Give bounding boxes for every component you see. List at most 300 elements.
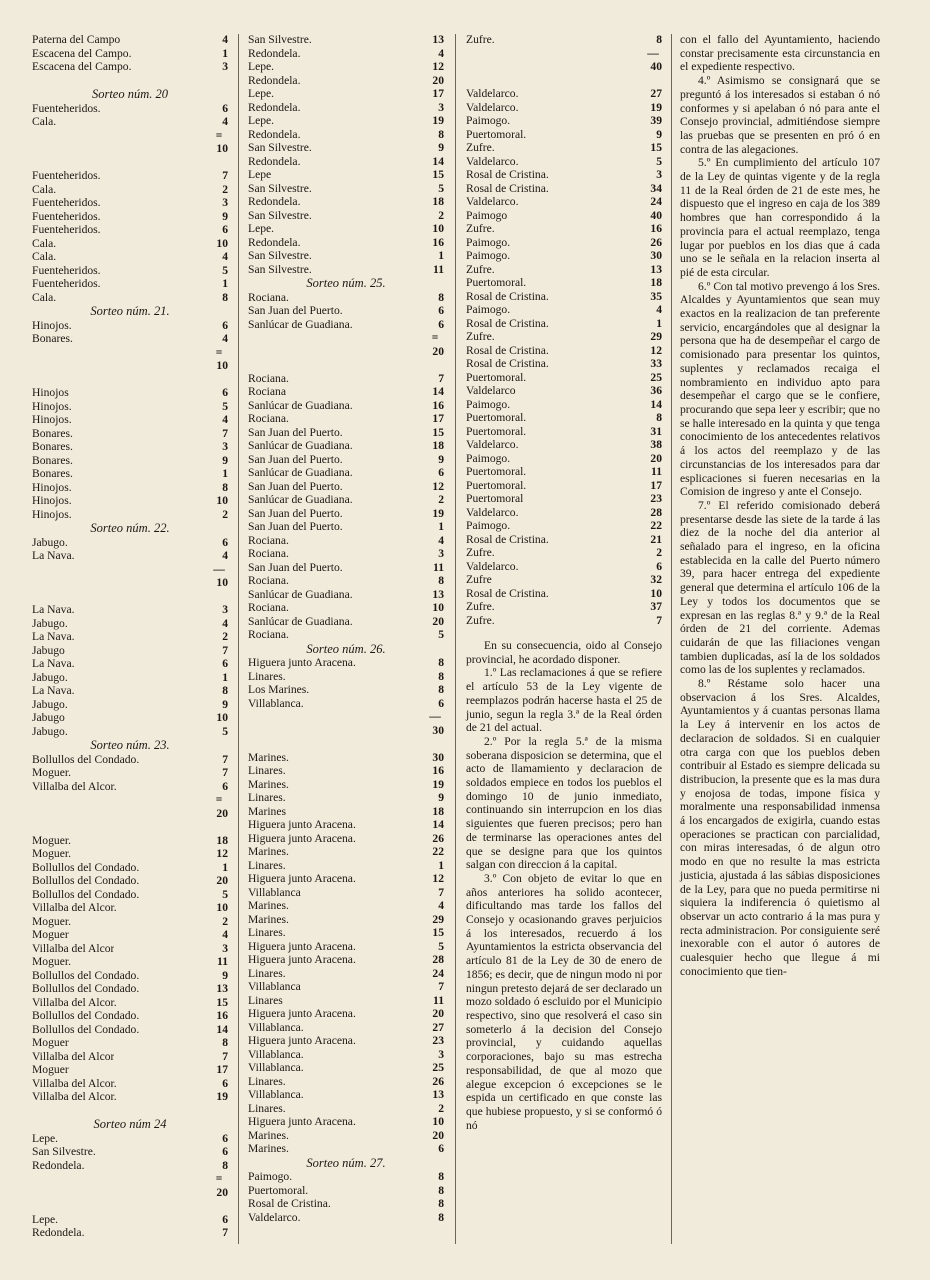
table-row xyxy=(32,915,228,929)
table-row xyxy=(32,427,228,441)
table-row xyxy=(32,955,228,969)
town-name: Valdelarco. xyxy=(466,154,519,168)
table-row xyxy=(466,344,662,358)
town-name: Paimogo. xyxy=(466,303,511,316)
quota-number: 9 xyxy=(438,141,444,154)
sorteo-heading: Sorteo núm 24 xyxy=(93,1117,167,1131)
quota-number: 31 xyxy=(650,424,662,438)
quota-number: 19 xyxy=(432,777,444,791)
table-row xyxy=(466,195,662,209)
town-name: Marines. xyxy=(248,899,289,912)
spacer xyxy=(32,156,228,170)
town-name: Villalba del Alcor. xyxy=(32,1076,117,1090)
table-row xyxy=(466,438,662,452)
town-name: Jabugo. xyxy=(32,697,68,711)
quota-number: 7 xyxy=(222,752,228,766)
town-name: Zufre xyxy=(466,573,492,586)
column-divider xyxy=(455,34,456,1244)
sum-rule-mark: = xyxy=(215,128,223,142)
table-row xyxy=(248,1034,444,1048)
quota-number: 9 xyxy=(222,453,228,467)
town-name: Rociana. xyxy=(248,574,289,587)
table-row xyxy=(32,617,228,631)
quota-number: 3 xyxy=(222,440,228,453)
town-name: Redondela. xyxy=(248,235,301,249)
quota-number: 3 xyxy=(222,603,228,616)
table-row xyxy=(466,317,662,331)
quota-number: 13 xyxy=(432,1088,444,1101)
prose-block xyxy=(466,639,662,1132)
town-name: Rosal de Cristina. xyxy=(466,532,549,546)
town-name: Redondela. xyxy=(248,46,301,60)
town-name: Bollullos del Condado. xyxy=(32,752,140,766)
town-name: Rosal de Cristina. xyxy=(466,316,549,330)
table-row xyxy=(32,766,228,780)
table-row xyxy=(248,994,444,1008)
table-row xyxy=(248,195,444,209)
table-row xyxy=(248,87,444,101)
table-row xyxy=(466,357,662,371)
quota-number: 8 xyxy=(222,480,228,494)
table-row xyxy=(248,141,444,155)
town-name: Moguer. xyxy=(32,847,71,860)
town-name: Jabugo xyxy=(32,711,65,724)
table-row xyxy=(248,1197,444,1211)
table-row xyxy=(248,1061,444,1075)
table-row xyxy=(466,506,662,520)
column-1 xyxy=(32,33,228,1240)
town-name: Valdelarco. xyxy=(466,438,519,451)
paragraph: 3.º Con objeto de evitar lo que en años anteriores ha solido acontecer, dificultando mas tarde los fallos del Consejo y ocasionando graves perjuicios á los interesados, recuerdo á los Ayuntamientos la estricta observancia del artículo 81 de la Ley de 30 de enero de 1856; es decir, que de ningun modo ni por ningun pretesto dejará de ser declarado un mozo soldado ó escluido por el Municipio respectivo, sino que resolverá el caso sin someterlo á la decision del Consejo provincial, y cuidando aquellas corporaciones, bajo su mas estrecha responsabilidad, de que al mozo que alegue excepcion ó excepciones se le espida un certificado en que conste las que hubiese propuesto, y si se conformó ó nó xyxy=(466,871,662,1132)
sum-rule xyxy=(32,1172,228,1186)
town-name: San Silvestre. xyxy=(248,181,312,195)
town-name: Puertomoral. xyxy=(466,276,527,289)
quota-number: 3 xyxy=(656,168,662,181)
town-name: Villalba del Alcor. xyxy=(32,995,117,1009)
town-name: Rosal de Cristina. xyxy=(466,168,549,181)
table-row xyxy=(466,330,662,344)
table-row xyxy=(248,534,444,548)
table-row xyxy=(32,210,228,224)
table-row xyxy=(32,1063,228,1077)
quota-number: 19 xyxy=(216,1090,228,1103)
quota-number: 21 xyxy=(650,532,662,546)
table-row xyxy=(32,874,228,888)
town-name: Valdelarco xyxy=(466,384,516,397)
town-name: Higuera junto Aracena. xyxy=(248,1034,356,1047)
table-row xyxy=(466,452,662,466)
quota-number: 8 xyxy=(438,574,444,587)
quota-number: 10 xyxy=(432,1115,444,1128)
table-row xyxy=(466,492,662,506)
quota-number: 27 xyxy=(432,1020,444,1034)
town-name: San Silvestre. xyxy=(248,208,312,222)
town-name: Bollullos del Condado. xyxy=(32,887,140,901)
quota-number: 4 xyxy=(222,413,228,426)
quota-number: 6 xyxy=(438,696,444,710)
quota-number: 4 xyxy=(222,616,228,630)
quota-number: 15 xyxy=(432,926,444,939)
town-name: Puertomoral. xyxy=(248,1183,309,1197)
table-row xyxy=(32,250,228,264)
town-name: San Silvestre. xyxy=(32,1145,96,1158)
town-name: Rociana. xyxy=(248,290,289,304)
town-name: Bonares. xyxy=(32,426,73,440)
spacer xyxy=(32,373,228,387)
table-row xyxy=(32,494,228,508)
quota-number: 5 xyxy=(222,399,228,413)
table-row xyxy=(248,980,444,994)
town-name: Paimogo. xyxy=(466,519,511,532)
quota-number: 14 xyxy=(650,397,662,411)
town-name: Valdelarco. xyxy=(466,559,519,573)
sum-total: 40 xyxy=(650,60,662,73)
sum-total: 20 xyxy=(216,1185,228,1199)
sum-rule xyxy=(32,793,228,807)
town-name: Paimogo. xyxy=(466,114,511,127)
quota-number: 17 xyxy=(650,478,662,492)
town-name: Zufre. xyxy=(466,141,495,154)
spacer xyxy=(32,590,228,604)
table-row xyxy=(32,644,228,658)
town-name: Valdelarco. xyxy=(466,195,519,208)
quota-number: 7 xyxy=(222,1226,228,1239)
town-name: Redondela. xyxy=(248,100,301,114)
table-row xyxy=(32,1009,228,1023)
table-row xyxy=(466,141,662,155)
table-row xyxy=(248,128,444,142)
table-row xyxy=(248,547,444,561)
quota-number: 6 xyxy=(222,657,228,670)
quota-number: 36 xyxy=(650,384,662,397)
town-name: Zufre. xyxy=(466,613,495,627)
sum-total: 20 xyxy=(432,344,444,358)
quota-number: 14 xyxy=(432,154,444,168)
town-name: Hinojos. xyxy=(32,399,72,413)
town-name: Rociana. xyxy=(248,547,289,560)
quota-number: 1 xyxy=(222,860,228,874)
town-name: Bonares. xyxy=(32,467,73,480)
quota-number: 13 xyxy=(650,262,662,276)
table-row xyxy=(466,371,662,385)
table-row xyxy=(248,101,444,115)
town-name: San Silvestre. xyxy=(248,33,312,46)
spacer xyxy=(248,737,444,751)
table-row xyxy=(466,168,662,182)
table-row xyxy=(248,683,444,697)
town-name: Linares. xyxy=(248,966,286,980)
town-name: San Juan del Puerto. xyxy=(248,520,343,533)
quota-number: 26 xyxy=(650,235,662,249)
town-name: Sanlúcar de Guadiana. xyxy=(248,317,353,331)
table-row xyxy=(32,1036,228,1050)
table-row xyxy=(248,628,444,642)
table-row xyxy=(248,953,444,967)
table-row xyxy=(466,236,662,250)
quota-number: 22 xyxy=(432,845,444,858)
quota-number: 12 xyxy=(432,479,444,493)
town-name: Hinojos. xyxy=(32,494,72,507)
quota-number: 8 xyxy=(438,127,444,141)
town-name: San Juan del Puerto. xyxy=(248,452,343,466)
table-row xyxy=(32,684,228,698)
quota-number: 1 xyxy=(656,316,662,330)
town-name: Linares. xyxy=(248,858,286,872)
table-row xyxy=(32,291,228,305)
table-row xyxy=(248,1115,444,1129)
quota-number: 6 xyxy=(222,1131,228,1145)
town-name: Higuera junto Aracena. xyxy=(248,831,356,845)
table-row xyxy=(466,411,662,425)
quota-number: 20 xyxy=(432,1007,444,1020)
quota-number: 18 xyxy=(650,276,662,289)
quota-number: 28 xyxy=(432,953,444,966)
table-row xyxy=(32,508,228,522)
quota-number: 4 xyxy=(438,533,444,547)
sum-rule xyxy=(248,710,444,724)
town-name: Puertomoral. xyxy=(466,424,527,438)
quota-number: 14 xyxy=(432,385,444,398)
sum-rule xyxy=(32,129,228,143)
quota-number: 3 xyxy=(222,60,228,73)
quota-number: 10 xyxy=(650,586,662,600)
table-row xyxy=(466,128,662,142)
quota-number: 5 xyxy=(438,628,444,641)
table-row xyxy=(32,711,228,725)
town-name: Hinojos xyxy=(32,386,69,399)
table-row xyxy=(32,47,228,61)
spacer xyxy=(32,1199,228,1213)
table-row xyxy=(248,899,444,913)
paragraph: En su consecuencia, oido al Consejo provincial, he acordado disponer. xyxy=(466,639,662,666)
table-row xyxy=(248,399,444,413)
table-row xyxy=(248,805,444,819)
town-name: Lepe. xyxy=(248,114,275,127)
spacer xyxy=(248,358,444,372)
town-name: Villablanca xyxy=(248,885,301,899)
quota-number: 16 xyxy=(216,1009,228,1022)
town-name: Zufre. xyxy=(466,33,495,46)
table-row xyxy=(248,859,444,873)
town-name: Villablanca. xyxy=(248,1088,304,1101)
quota-number: 1 xyxy=(222,467,228,480)
table-row xyxy=(32,440,228,454)
table-row xyxy=(32,1145,228,1159)
town-name: Fuenteheridos. xyxy=(32,196,101,209)
table-row xyxy=(32,413,228,427)
town-name: Paimogo. xyxy=(466,397,511,411)
table-row xyxy=(466,519,662,533)
table-row xyxy=(248,480,444,494)
table-row xyxy=(248,561,444,575)
sum-rule-mark: — xyxy=(429,710,441,723)
table-row xyxy=(32,969,228,983)
paragraph: 2.º Por la regla 5.ª de la misma soberana disposicion se determina, que el acto de llamamiento y declaracion de soldados empiece en todos los pueblos el domingo 10 de junio inmediato, continuando sin interrupcion en los dias siguientes que fueren precisos; pero han de terminarse las operaciones antes del que se designe para que los quintos salgan con direccion á la capital. xyxy=(466,734,662,872)
quota-number: 13 xyxy=(432,587,444,601)
table-row xyxy=(32,536,228,550)
quota-number: 12 xyxy=(216,847,228,860)
quota-number: 7 xyxy=(438,980,444,993)
quota-number: 39 xyxy=(650,114,662,127)
table-row xyxy=(32,603,228,617)
town-name: Jabugo xyxy=(32,643,65,657)
quota-number: 6 xyxy=(438,317,444,331)
table-row xyxy=(248,1102,444,1116)
town-name: Paimogo. xyxy=(466,249,511,262)
town-name: Sanlúcar de Guadiana. xyxy=(248,493,353,506)
town-name: San Juan del Puerto. xyxy=(248,560,343,574)
table-row xyxy=(32,467,228,481)
quota-number: 12 xyxy=(650,343,662,357)
quota-number: 16 xyxy=(432,398,444,412)
town-name: Jabugo. xyxy=(32,670,68,684)
quota-number: 2 xyxy=(438,208,444,222)
town-name: Moguer. xyxy=(32,766,71,779)
town-name: Higuera junto Aracena. xyxy=(248,1007,356,1020)
quota-number: 24 xyxy=(432,966,444,980)
quota-number: 10 xyxy=(216,711,228,724)
table-row xyxy=(248,182,444,196)
quota-number: 8 xyxy=(438,1170,444,1183)
quota-number: 1 xyxy=(438,249,444,262)
quota-number: 13 xyxy=(216,982,228,995)
quota-number: 5 xyxy=(222,724,228,738)
table-row xyxy=(32,223,228,237)
table-row xyxy=(32,386,228,400)
town-name: Moguer xyxy=(32,1036,69,1049)
town-name: Higuera junto Aracena. xyxy=(248,872,356,885)
table-row xyxy=(32,400,228,414)
town-name: La Nava. xyxy=(32,657,75,670)
town-name: Sanlúcar de Guadiana. xyxy=(248,398,353,412)
table-row xyxy=(32,454,228,468)
table-row xyxy=(466,290,662,304)
town-name: Hinojos. xyxy=(32,507,72,521)
table-row xyxy=(248,466,444,480)
quota-number: 7 xyxy=(656,613,662,627)
table-row xyxy=(32,102,228,116)
spacer xyxy=(466,74,662,88)
town-name: La Nava. xyxy=(32,603,75,616)
town-name: San Silvestre. xyxy=(248,249,312,262)
quota-number: 34 xyxy=(650,181,662,195)
quota-number: 6 xyxy=(222,386,228,399)
table-row xyxy=(466,533,662,547)
town-name: Redondela. xyxy=(32,1158,85,1172)
table-row xyxy=(32,549,228,563)
town-name: Cala. xyxy=(32,250,57,263)
quota-number: 7 xyxy=(438,885,444,899)
table-row xyxy=(248,697,444,711)
quota-number: 38 xyxy=(650,438,662,451)
quota-number: 22 xyxy=(650,519,662,532)
town-name: Rociana. xyxy=(248,628,289,641)
quota-number: 8 xyxy=(438,290,444,304)
table-row xyxy=(466,479,662,493)
table-row xyxy=(32,115,228,129)
quota-number: 19 xyxy=(432,114,444,127)
town-name: Linares. xyxy=(248,1074,286,1088)
quota-number: 23 xyxy=(432,1034,444,1047)
quota-number: 30 xyxy=(650,249,662,262)
table-row xyxy=(32,237,228,251)
table-row xyxy=(248,967,444,981)
town-name: Bollullos del Condado. xyxy=(32,874,140,887)
quota-number: 8 xyxy=(222,290,228,304)
quota-number: 2 xyxy=(222,507,228,521)
table-row xyxy=(32,630,228,644)
quota-number: 1 xyxy=(222,46,228,60)
table-row xyxy=(248,304,444,318)
town-name: Cala. xyxy=(32,236,57,250)
town-name: Rosal de Cristina. xyxy=(466,357,549,370)
quota-number: 8 xyxy=(222,1036,228,1049)
sum-rule-mark: = xyxy=(431,331,439,344)
quota-number: 25 xyxy=(432,1061,444,1074)
quota-number: 18 xyxy=(216,833,228,847)
quota-number: 6 xyxy=(222,779,228,793)
quota-number: 17 xyxy=(432,412,444,425)
town-name: San Juan del Puerto. xyxy=(248,304,343,317)
table-row xyxy=(248,426,444,440)
paragraph: con el fallo del Ayuntamiento, haciendo constar precisamente esta circunstancia en el expediente respectivo. xyxy=(680,33,880,74)
town-name: Higuera junto Aracena. xyxy=(248,656,356,669)
table-row xyxy=(248,1211,444,1225)
town-name: Bollullos del Condado. xyxy=(32,860,140,874)
table-row xyxy=(32,888,228,902)
table-row xyxy=(466,600,662,614)
town-name: Villablanca. xyxy=(248,1047,304,1061)
town-name: Rociana. xyxy=(248,601,289,614)
paragraph: 1.º Las reclamaciones á que se refiere el artículo 53 de la Ley vigente de reemplazos podrán hacerse hasta el 25 de junio, segun la regla 3.ª de la Real órden de 21 del actual. xyxy=(466,666,662,735)
table-row xyxy=(32,332,228,346)
quota-number: 11 xyxy=(217,955,228,968)
town-name: Paimogo. xyxy=(248,1170,293,1183)
quota-number: 6 xyxy=(438,1142,444,1155)
town-name: Bollullos del Condado. xyxy=(32,982,140,995)
table-row xyxy=(32,942,228,956)
town-name: Fuenteheridos. xyxy=(32,169,101,182)
town-name: Puertomoral. xyxy=(466,478,527,492)
quota-number: 25 xyxy=(650,370,662,384)
quota-number: 24 xyxy=(650,195,662,208)
column-divider xyxy=(238,34,239,1244)
town-name: Villalba del Alcor. xyxy=(32,1090,117,1103)
quota-number: 1 xyxy=(222,277,228,290)
town-name: Linares. xyxy=(248,1101,286,1115)
quota-number: 6 xyxy=(222,535,228,549)
quota-number: 10 xyxy=(432,222,444,235)
quota-number: 28 xyxy=(650,505,662,519)
quota-number: 4 xyxy=(438,46,444,60)
table-row xyxy=(466,249,662,263)
table-row xyxy=(32,1226,228,1240)
table-row xyxy=(248,372,444,386)
spacer xyxy=(32,820,228,834)
table-row xyxy=(248,615,444,629)
table-row xyxy=(466,425,662,439)
table-row xyxy=(248,791,444,805)
town-name: Los Marines. xyxy=(248,683,310,696)
sorteo-heading: Sorteo núm. 27. xyxy=(306,1155,386,1170)
table-row xyxy=(32,319,228,333)
table-row xyxy=(466,398,662,412)
table-row xyxy=(32,60,228,74)
quota-number: 19 xyxy=(650,100,662,114)
town-name: Moguer xyxy=(32,1063,69,1076)
table-row xyxy=(248,1142,444,1156)
table-row xyxy=(466,276,662,290)
